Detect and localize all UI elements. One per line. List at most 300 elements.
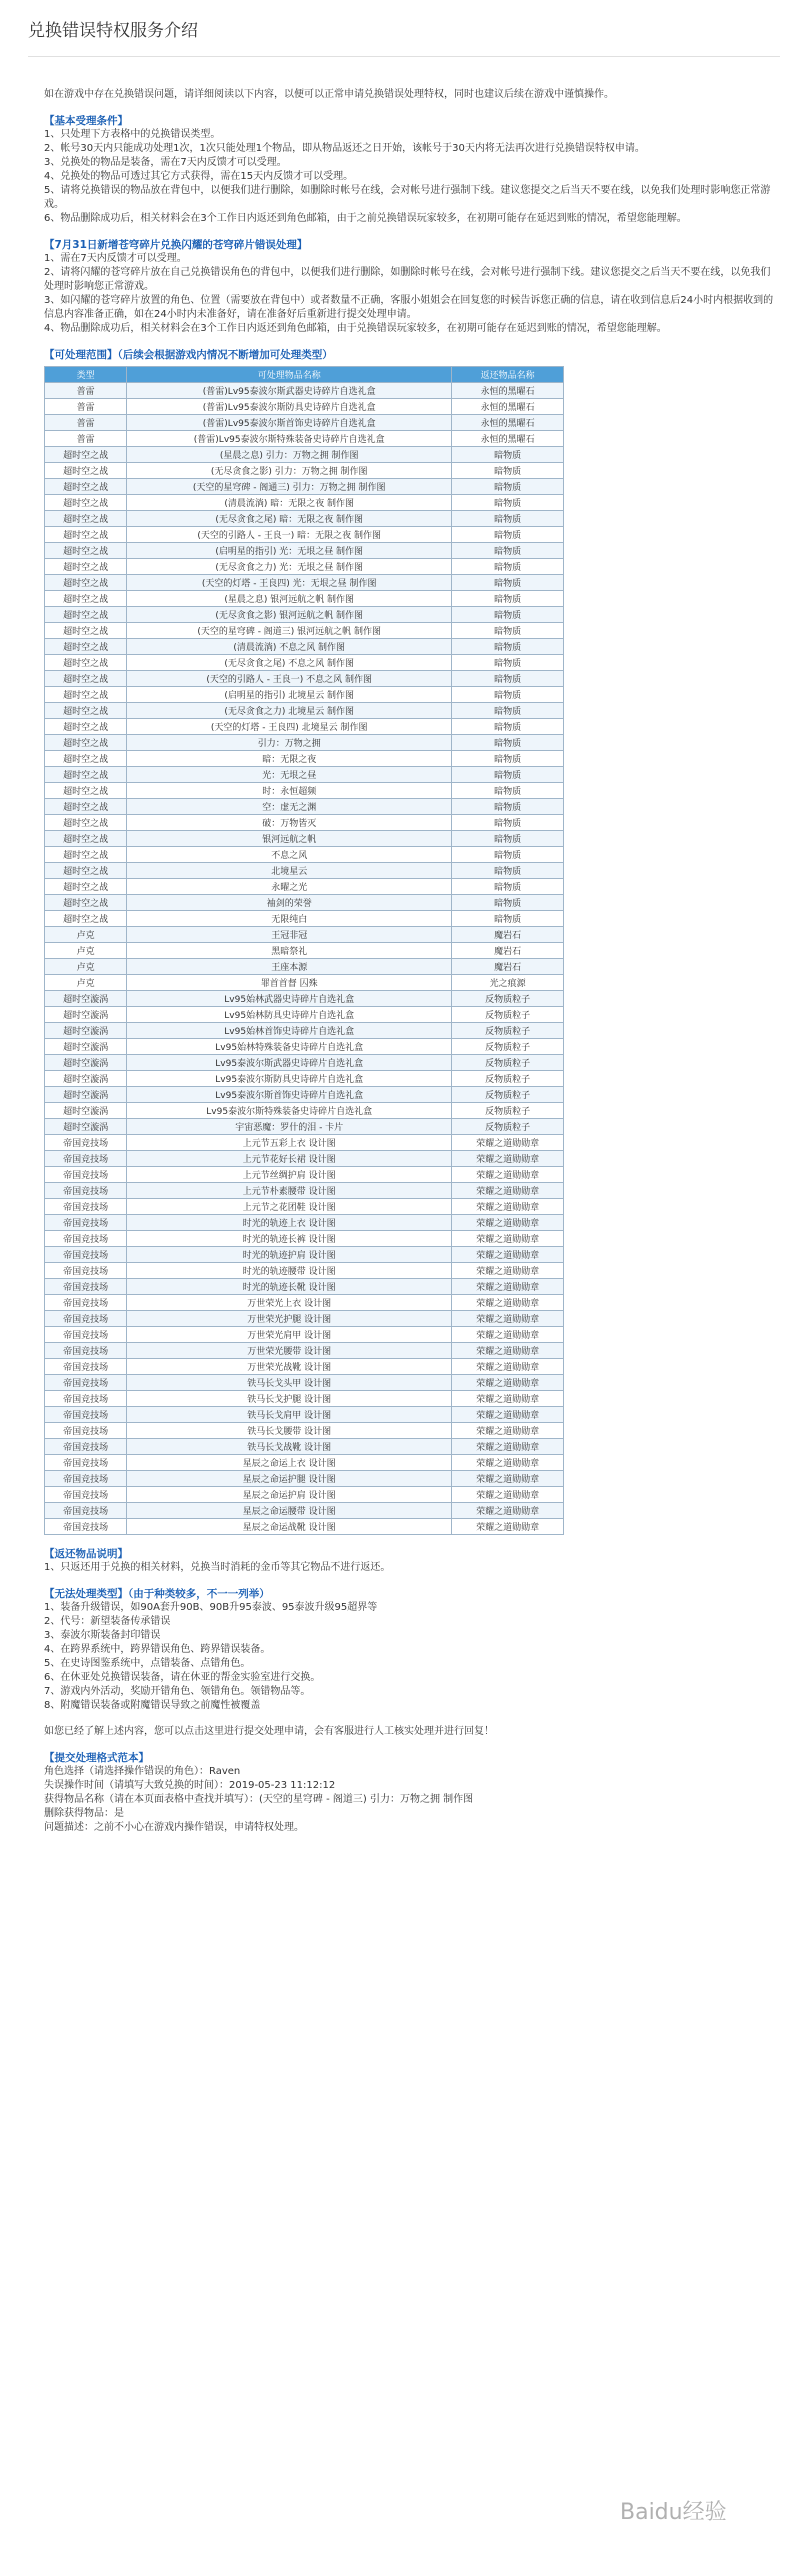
table-row xyxy=(45,623,564,639)
table-row xyxy=(45,783,564,799)
table-cell: 超时空之战 xyxy=(45,495,127,511)
table-cell: 铁马长戈肩甲 设计图 xyxy=(127,1407,452,1423)
table-row xyxy=(45,1183,564,1199)
table-cell: 卢克 xyxy=(45,959,127,975)
table-cell: (启明星的指引) 北境星云 制作图 xyxy=(127,687,452,703)
table-cell: 超时空漩涡 xyxy=(45,1023,127,1039)
table-cell: 星辰之命运上衣 设计图 xyxy=(127,1455,452,1471)
table-cell: 超时空漩涡 xyxy=(45,1087,127,1103)
table-cell: 普雷 xyxy=(45,431,127,447)
table-cell: (天空的引路人 - 王良一) 暗：无限之夜 制作图 xyxy=(127,527,452,543)
section-heading: 【基本受理条件】 xyxy=(44,115,128,127)
table-cell: 荣耀之道勋勋章 xyxy=(452,1263,564,1279)
table-cell: 时光的轨迹腰带 设计图 xyxy=(127,1263,452,1279)
table-cell: 时光的轨迹长裤 设计图 xyxy=(127,1231,452,1247)
table-row xyxy=(45,671,564,687)
table-cell: 帝国竞技场 xyxy=(45,1231,127,1247)
section-fragment xyxy=(44,252,774,336)
table-cell: (无尽贪食之影) 引力：万物之拥 制作图 xyxy=(127,463,452,479)
table-cell: 超时空之战 xyxy=(45,607,127,623)
table-cell: 帝国竞技场 xyxy=(45,1151,127,1167)
table-row xyxy=(45,927,564,943)
table-cell: 时：永恒超频 xyxy=(127,783,452,799)
table-row xyxy=(45,879,564,895)
table-cell: (天空的星穹碑 - 阁通三) 引力：万物之拥 制作图 xyxy=(127,479,452,495)
section-heading: 【无法处理类型】（由于种类较多，不一一列举） xyxy=(44,1588,270,1600)
table-cell: 荣耀之道勋勋章 xyxy=(452,1151,564,1167)
table-cell: 暗物质 xyxy=(452,879,564,895)
table-row xyxy=(45,1167,564,1183)
table-cell: (清晨流淌) 不息之风 制作图 xyxy=(127,639,452,655)
items-table xyxy=(44,366,564,1535)
table-cell: 超时空之战 xyxy=(45,447,127,463)
table-cell: 罪首首督 囚殊 xyxy=(127,975,452,991)
table-cell: 普雷 xyxy=(45,415,127,431)
table-cell: 暗物质 xyxy=(452,639,564,655)
table-cell: 反物质粒子 xyxy=(452,1071,564,1087)
table-row xyxy=(45,1519,564,1535)
table-cell: (普雷)Lv95泰波尔斯武器史诗碎片自选礼盒 xyxy=(127,383,452,399)
table-row xyxy=(45,399,564,415)
table-cell: 上元节五彩上衣 设计图 xyxy=(127,1135,452,1151)
table-cell: Lv95始林防具史诗碎片自选礼盒 xyxy=(127,1007,452,1023)
table-row xyxy=(45,767,564,783)
section-cannot xyxy=(44,1601,774,1713)
table-cell: 永恒的黑曜石 xyxy=(452,431,564,447)
table-row xyxy=(45,735,564,751)
table-row xyxy=(45,1295,564,1311)
table-cell: 帝国竞技场 xyxy=(45,1487,127,1503)
table-cell: 荣耀之道勋勋章 xyxy=(452,1311,564,1327)
section-heading: 【返还物品说明】 xyxy=(44,1548,128,1560)
table-cell: 超时空之战 xyxy=(45,911,127,927)
table-header-cell: 可处理物品名称 xyxy=(127,367,452,383)
table-cell: 永曜之光 xyxy=(127,879,452,895)
table-cell: 时光的轨迹上衣 设计图 xyxy=(127,1215,452,1231)
list-item: 3、如闪耀的苍穹碎片放置的角色、位置（需要放在背包中）或者数量不正确，客服小姐姐会在回复您的时候告诉您正确的信息，请在收到信息后24小时内根据收到的信息内容准备正确，如在24小时内未准备好，请在准备好后重新进行提交处理申请。 xyxy=(44,295,774,320)
table-cell: 永恒的黑曜石 xyxy=(452,383,564,399)
table-cell: 永恒的黑曜石 xyxy=(452,415,564,431)
table-cell: 超时空漩涡 xyxy=(45,1103,127,1119)
table-cell: 超时空漩涡 xyxy=(45,1071,127,1087)
list-item: 6、物品删除成功后，相关材料会在3个工作日内返还到角色邮箱，由于之前兑换错误玩家较多，在初期可能存在延迟到账的情况，希望您能理解。 xyxy=(44,213,687,224)
table-cell: (星晨之息) 银河远航之帆 制作图 xyxy=(127,591,452,607)
table-cell: 光：无垠之昼 xyxy=(127,767,452,783)
table-row xyxy=(45,1487,564,1503)
table-cell: 北境星云 xyxy=(127,863,452,879)
table-cell: 星辰之命运战靴 设计图 xyxy=(127,1519,452,1535)
table-header-cell: 返还物品名称 xyxy=(452,367,564,383)
table-row xyxy=(45,1375,564,1391)
table-cell: 暗物质 xyxy=(452,783,564,799)
table-cell: 上元节丝绸护肩 设计图 xyxy=(127,1167,452,1183)
table-cell: 帝国竞技场 xyxy=(45,1471,127,1487)
submit-link-text[interactable]: 如您已经了解上述内容，您可以点击这里进行提交处理申请，会有客服进行人工核实处理并进行回复！ xyxy=(44,1726,494,1737)
table-cell: 万世荣光战靴 设计图 xyxy=(127,1359,452,1375)
table-row xyxy=(45,863,564,879)
table-cell: 超时空之战 xyxy=(45,815,127,831)
table-cell: 超时空之战 xyxy=(45,863,127,879)
table-cell: 暗物质 xyxy=(452,607,564,623)
table-row xyxy=(45,655,564,671)
table-row xyxy=(45,1039,564,1055)
table-cell: 暗物质 xyxy=(452,767,564,783)
table-cell: 帝国竞技场 xyxy=(45,1391,127,1407)
table-row xyxy=(45,831,564,847)
table-cell: 超时空之战 xyxy=(45,735,127,751)
table-cell: 荣耀之道勋勋章 xyxy=(452,1455,564,1471)
table-row xyxy=(45,1471,564,1487)
table-cell: 暗物质 xyxy=(452,575,564,591)
table-cell: 上元节之花团鞋 设计图 xyxy=(127,1199,452,1215)
intro-text: 如在游戏中存在兑换错误问题，请详细阅读以下内容，以便可以正常申请兑换错误处理特权，同时也建议后续在游戏中谨慎操作。 xyxy=(44,89,614,100)
table-row xyxy=(45,1391,564,1407)
table-cell: Lv95泰波尔斯特殊装备史诗碎片自选礼盒 xyxy=(127,1103,452,1119)
table-cell: 超时空漩涡 xyxy=(45,991,127,1007)
section-basic xyxy=(44,128,774,226)
page-title: 兑换错误特权服务介绍 xyxy=(28,21,198,41)
table-header-row xyxy=(45,367,564,383)
table-cell: 帝国竞技场 xyxy=(45,1503,127,1519)
table-row xyxy=(45,1503,564,1519)
table-row xyxy=(45,559,564,575)
table-row xyxy=(45,1343,564,1359)
table-row xyxy=(45,943,564,959)
table-cell: 铁马长戈战靴 设计图 xyxy=(127,1439,452,1455)
table-cell: 帝国竞技场 xyxy=(45,1455,127,1471)
table-cell: 银河远航之帆 xyxy=(127,831,452,847)
table-cell: 帝国竞技场 xyxy=(45,1199,127,1215)
table-row xyxy=(45,687,564,703)
table-cell: 黑暗祭礼 xyxy=(127,943,452,959)
list-item: 获得物品名称（请在本页面表格中查找并填写）：(天空的星穹碑 - 阁道三) 引力：万物之拥 制作图 xyxy=(44,1794,474,1805)
list-item: 2、代号：新望装备传承错误 xyxy=(44,1616,171,1627)
table-cell: 万世荣光护腿 设计图 xyxy=(127,1311,452,1327)
table-cell: 超时空漩涡 xyxy=(45,1055,127,1071)
list-item: 问题描述：之前不小心在游戏内操作错误，申请特权处理。 xyxy=(44,1822,304,1833)
table-cell: 超时空之战 xyxy=(45,655,127,671)
table-cell: 帝国竞技场 xyxy=(45,1247,127,1263)
table-cell: 超时空之战 xyxy=(45,751,127,767)
table-cell: 上元节花好长裙 设计图 xyxy=(127,1151,452,1167)
table-cell: 超时空之战 xyxy=(45,639,127,655)
table-cell: 帝国竞技场 xyxy=(45,1327,127,1343)
table-cell: 卢克 xyxy=(45,943,127,959)
table-cell: 反物质粒子 xyxy=(452,1119,564,1135)
table-cell: 超时空之战 xyxy=(45,543,127,559)
table-row xyxy=(45,815,564,831)
table-cell: 荣耀之道勋勋章 xyxy=(452,1439,564,1455)
table-cell: Lv95泰波尔斯武器史诗碎片自选礼盒 xyxy=(127,1055,452,1071)
table-cell: 荣耀之道勋勋章 xyxy=(452,1231,564,1247)
table-row xyxy=(45,1407,564,1423)
table-cell: 超时空之战 xyxy=(45,703,127,719)
table-row xyxy=(45,1311,564,1327)
table-row xyxy=(45,415,564,431)
table-row xyxy=(45,383,564,399)
table-cell: 荣耀之道勋勋章 xyxy=(452,1359,564,1375)
table-cell: 暗物质 xyxy=(452,751,564,767)
table-row xyxy=(45,575,564,591)
table-cell: 王冠非冠 xyxy=(127,927,452,943)
table-cell: 荣耀之道勋勋章 xyxy=(452,1327,564,1343)
table-cell: 铁马长戈头甲 设计图 xyxy=(127,1375,452,1391)
table-cell: 帝国竞技场 xyxy=(45,1519,127,1535)
table-cell: 超时空之战 xyxy=(45,575,127,591)
table-cell: 荣耀之道勋勋章 xyxy=(452,1215,564,1231)
table-cell: Lv95始林特殊装备史诗碎片自选礼盒 xyxy=(127,1039,452,1055)
table-row xyxy=(45,1279,564,1295)
table-cell: 超时空之战 xyxy=(45,879,127,895)
table-row xyxy=(45,1455,564,1471)
table-cell: (清晨流淌) 暗：无限之夜 制作图 xyxy=(127,495,452,511)
table-cell: 卢克 xyxy=(45,975,127,991)
table-cell: 空：虚无之渊 xyxy=(127,799,452,815)
table-cell: 宇宙恶魔：罗什的泪 - 卡片 xyxy=(127,1119,452,1135)
table-row xyxy=(45,991,564,1007)
list-item: 4、在跨界系统中，跨界错误角色、跨界错误装备。 xyxy=(44,1644,271,1655)
table-cell: 荣耀之道勋勋章 xyxy=(452,1471,564,1487)
table-row xyxy=(45,1071,564,1087)
list-item: 4、兑换处的物品可透过其它方式获得，需在15天内反馈才可以受理。 xyxy=(44,171,354,182)
table-row xyxy=(45,447,564,463)
table-row xyxy=(45,1247,564,1263)
list-item: 3、泰波尔斯装备封印错误 xyxy=(44,1630,161,1641)
table-cell: 荣耀之道勋勋章 xyxy=(452,1487,564,1503)
table-cell: Lv95泰波尔斯首饰史诗碎片自选礼盒 xyxy=(127,1087,452,1103)
table-cell: 暗物质 xyxy=(452,511,564,527)
table-row xyxy=(45,1215,564,1231)
table-cell: 魔岩石 xyxy=(452,959,564,975)
table-cell: 超时空之战 xyxy=(45,623,127,639)
list-item: 1、装备升级错误，如90A套升90B、90B升95泰波、95泰波升级95超界等 xyxy=(44,1602,378,1613)
section-heading: 【7月31日新增苍穹碎片兑换闪耀的苍穹碎片错误处理】 xyxy=(44,239,308,251)
table-cell: 暗物质 xyxy=(452,735,564,751)
table-cell: 超时空之战 xyxy=(45,687,127,703)
table-cell: (无尽贪食之尾) 暗：无限之夜 制作图 xyxy=(127,511,452,527)
table-cell: 帝国竞技场 xyxy=(45,1359,127,1375)
table-cell: 荣耀之道勋勋章 xyxy=(452,1343,564,1359)
table-cell: 暗物质 xyxy=(452,447,564,463)
table-cell: 超时空之战 xyxy=(45,719,127,735)
table-cell: 暗物质 xyxy=(452,527,564,543)
table-cell: 暗：无限之夜 xyxy=(127,751,452,767)
table-cell: 荣耀之道勋勋章 xyxy=(452,1295,564,1311)
table-cell: (无尽贪食之力) 北境星云 制作图 xyxy=(127,703,452,719)
section-heading: 【可处理范围】（后续会根据游戏内情况不断增加可处理类型） xyxy=(44,349,333,361)
table-cell: 荣耀之道勋勋章 xyxy=(452,1407,564,1423)
table-cell: 普雷 xyxy=(45,383,127,399)
table-row xyxy=(45,495,564,511)
table-header-cell: 类型 xyxy=(45,367,127,383)
table-cell: 上元节朴素腰带 设计图 xyxy=(127,1183,452,1199)
table-row xyxy=(45,911,564,927)
list-item: 2、请将闪耀的苍穹碎片放在自己兑换错误角色的背包中，以便我们进行删除，如删除时帐号在线，会对帐号进行强制下线。建议您提交之后当天不要在线，以免我们处理时影响您正常游戏。 xyxy=(44,267,771,292)
table-cell: 超时空之战 xyxy=(45,511,127,527)
table-cell: 破：万物皆灭 xyxy=(127,815,452,831)
table-cell: 不息之风 xyxy=(127,847,452,863)
table-cell: 超时空之战 xyxy=(45,463,127,479)
list-item: 角色选择（请选择操作错误的角色）：Raven xyxy=(44,1766,241,1777)
table-cell: 暗物质 xyxy=(452,623,564,639)
content xyxy=(44,88,774,1835)
table-cell: 帝国竞技场 xyxy=(45,1279,127,1295)
table-cell: Lv95始林武器史诗碎片自选礼盒 xyxy=(127,991,452,1007)
table-row xyxy=(45,639,564,655)
table-cell: 荣耀之道勋勋章 xyxy=(452,1423,564,1439)
table-cell: 超时空漩涡 xyxy=(45,1039,127,1055)
table-cell: 荣耀之道勋勋章 xyxy=(452,1279,564,1295)
table-cell: 反物质粒子 xyxy=(452,1007,564,1023)
table-cell: 暗物质 xyxy=(452,815,564,831)
table-cell: 超时空之战 xyxy=(45,767,127,783)
table-cell: 引力：万物之拥 xyxy=(127,735,452,751)
table-row xyxy=(45,975,564,991)
table-cell: (天空的引路人 - 王良一) 不息之风 制作图 xyxy=(127,671,452,687)
table-cell: 暗物质 xyxy=(452,591,564,607)
table-row xyxy=(45,431,564,447)
table-cell: (天空的灯塔 - 王良四) 北境星云 制作图 xyxy=(127,719,452,735)
list-item: 1、只处理下方表格中的兑换错误类型。 xyxy=(44,129,221,140)
table-row xyxy=(45,895,564,911)
table-cell: 永恒的黑曜石 xyxy=(452,399,564,415)
table-row xyxy=(45,1007,564,1023)
divider xyxy=(28,56,780,57)
table-cell: 暗物质 xyxy=(452,895,564,911)
table-row xyxy=(45,1055,564,1071)
table-row xyxy=(45,719,564,735)
list-item: 1、只返还用于兑换的相关材料，兑换当时消耗的金币等其它物品不进行返还。 xyxy=(44,1562,391,1573)
table-cell: 暗物质 xyxy=(452,559,564,575)
list-item: 5、在史诗图鉴系统中，点错装备、点错角色。 xyxy=(44,1658,251,1669)
table-row xyxy=(45,1087,564,1103)
table-cell: 反物质粒子 xyxy=(452,1103,564,1119)
table-cell: 荣耀之道勋勋章 xyxy=(452,1183,564,1199)
table-cell: 暗物质 xyxy=(452,479,564,495)
table-cell: 反物质粒子 xyxy=(452,1023,564,1039)
table-cell: (启明星的指引) 光：无垠之昼 制作图 xyxy=(127,543,452,559)
table-row xyxy=(45,1231,564,1247)
list-item: 2、帐号30天内只能成功处理1次，1次只能处理1个物品，即从物品返还之日开始，该帐号于30天内将无法再次进行兑换错误特权申请。 xyxy=(44,143,645,154)
table-cell: 卢克 xyxy=(45,927,127,943)
table-cell: (无尽贪食之尾) 不息之风 制作图 xyxy=(127,655,452,671)
table-cell: 超时空之战 xyxy=(45,671,127,687)
table-cell: (星晨之息) 引力：万物之拥 制作图 xyxy=(127,447,452,463)
table-cell: 万世荣光上衣 设计图 xyxy=(127,1295,452,1311)
table-row xyxy=(45,1359,564,1375)
table-row xyxy=(45,799,564,815)
section-heading: 【提交处理格式范本】 xyxy=(44,1752,149,1764)
table-cell: 超时空之战 xyxy=(45,799,127,815)
table-cell: 暗物质 xyxy=(452,831,564,847)
table-cell: 魔岩石 xyxy=(452,943,564,959)
table-cell: 荣耀之道勋勋章 xyxy=(452,1247,564,1263)
table-row xyxy=(45,543,564,559)
table-cell: 帝国竞技场 xyxy=(45,1343,127,1359)
table-cell: 超时空漩涡 xyxy=(45,1007,127,1023)
table-cell: 超时空之战 xyxy=(45,831,127,847)
table-cell: 暗物质 xyxy=(452,495,564,511)
table-cell: 暗物质 xyxy=(452,847,564,863)
table-row xyxy=(45,1151,564,1167)
table-cell: (普雷)Lv95泰波尔斯防具史诗碎片自选礼盒 xyxy=(127,399,452,415)
list-item: 4、物品删除成功后，相关材料会在3个工作日内返还到角色邮箱，由于兑换错误玩家较多，在初期可能存在延迟到账的情况，希望您能理解。 xyxy=(44,323,667,334)
table-cell: 铁马长戈腰带 设计图 xyxy=(127,1423,452,1439)
table-cell: 星辰之命运护肩 设计图 xyxy=(127,1487,452,1503)
table-cell: 无限纯白 xyxy=(127,911,452,927)
table-cell: 万世荣光腰带 设计图 xyxy=(127,1343,452,1359)
table-cell: 万世荣光肩甲 设计图 xyxy=(127,1327,452,1343)
list-item: 6、在休亚处兑换错误装备，请在休亚的帮金实验室进行交换。 xyxy=(44,1672,321,1683)
table-row xyxy=(45,1199,564,1215)
table-cell: Lv95始林首饰史诗碎片自选礼盒 xyxy=(127,1023,452,1039)
table-cell: 超时空之战 xyxy=(45,783,127,799)
table-cell: 荣耀之道勋勋章 xyxy=(452,1135,564,1151)
table-cell: 普雷 xyxy=(45,399,127,415)
list-item: 1、需在7天内反馈才可以受理。 xyxy=(44,253,187,264)
table-cell: 超时空之战 xyxy=(45,847,127,863)
table-row xyxy=(45,463,564,479)
table-row xyxy=(45,847,564,863)
table-row xyxy=(45,703,564,719)
table-row xyxy=(45,1103,564,1119)
table-cell: 铁马长戈护腿 设计图 xyxy=(127,1391,452,1407)
list-item: 删除获得物品：是 xyxy=(44,1808,124,1819)
table-cell: 光之痕源 xyxy=(452,975,564,991)
table-cell: (无尽贪食之力) 光：无垠之昼 制作图 xyxy=(127,559,452,575)
table-cell: 帝国竞技场 xyxy=(45,1135,127,1151)
table-cell: 暗物质 xyxy=(452,655,564,671)
table-cell: 暗物质 xyxy=(452,543,564,559)
table-cell: 超时空之战 xyxy=(45,479,127,495)
table-cell: 帝国竞技场 xyxy=(45,1295,127,1311)
table-cell: 暗物质 xyxy=(452,911,564,927)
table-cell: 帝国竞技场 xyxy=(45,1311,127,1327)
section-return xyxy=(44,1561,774,1575)
list-item: 5、请将兑换错误的物品放在背包中，以便我们进行删除，如删除时帐号在线，会对帐号进行强制下线。建议您提交之后当天不要在线，以免我们处理时影响您正常游戏。 xyxy=(44,185,771,210)
table-cell: (天空的灯塔 - 王良四) 光：无垠之昼 制作图 xyxy=(127,575,452,591)
table-cell: 反物质粒子 xyxy=(452,991,564,1007)
table-cell: 暗物质 xyxy=(452,671,564,687)
table-cell: 荣耀之道勋勋章 xyxy=(452,1519,564,1535)
table-cell: 帝国竞技场 xyxy=(45,1263,127,1279)
table-cell: 超时空之战 xyxy=(45,527,127,543)
table-cell: 星辰之命运护腿 设计图 xyxy=(127,1471,452,1487)
table-cell: 反物质粒子 xyxy=(452,1039,564,1055)
table-row xyxy=(45,751,564,767)
table-cell: 袖剑的荣誉 xyxy=(127,895,452,911)
table-cell: 暗物质 xyxy=(452,863,564,879)
table-row xyxy=(45,1327,564,1343)
table-cell: 荣耀之道勋勋章 xyxy=(452,1503,564,1519)
list-item: 失误操作时间（请填写大致兑换的时间）：2019-05-23 11:12:12 xyxy=(44,1780,336,1791)
table-cell: 反物质粒子 xyxy=(452,1055,564,1071)
table-row xyxy=(45,959,564,975)
table-row xyxy=(45,511,564,527)
table-cell: (天空的星穹碑 - 阁道三) 银河远航之帆 制作图 xyxy=(127,623,452,639)
table-cell: 时光的轨迹护肩 设计图 xyxy=(127,1247,452,1263)
table-row xyxy=(45,1263,564,1279)
table-row xyxy=(45,527,564,543)
table-cell: 王座本源 xyxy=(127,959,452,975)
table-cell: 时光的轨迹长靴 设计图 xyxy=(127,1279,452,1295)
table-cell: 暗物质 xyxy=(452,687,564,703)
list-item: 3、兑换处的物品是装备，需在7天内反馈才可以受理。 xyxy=(44,157,287,168)
watermark: Baidu经验 xyxy=(620,2500,727,2525)
table-cell: 荣耀之道勋勋章 xyxy=(452,1375,564,1391)
table-cell: 荣耀之道勋勋章 xyxy=(452,1167,564,1183)
table-row xyxy=(45,1135,564,1151)
